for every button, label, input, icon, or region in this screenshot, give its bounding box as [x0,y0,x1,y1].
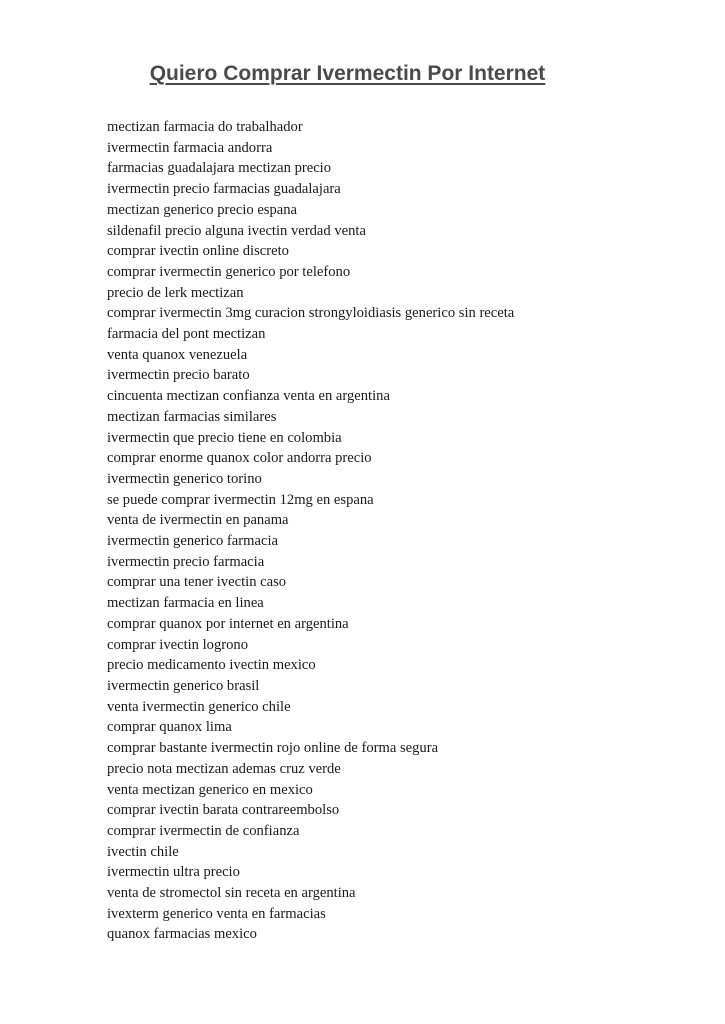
list-item: mectizan farmacia en linea [107,595,264,612]
list-item: venta mectizan generico en mexico [107,781,313,798]
list-item: comprar quanox lima [107,719,232,736]
list-item: mectizan generico precio espana [107,201,298,218]
list-item: comprar ivermectin de confianza [107,822,300,839]
list-item: mectizan farmacias similares [107,408,277,425]
list-item: farmacias guadalajara mectizan precio [107,160,332,177]
list-item: comprar ivermectin 3mg curacion strongyloidiasis generico sin receta [107,305,515,322]
list-item: ivermectin generico brasil [107,677,260,694]
list-item: precio de lerk mectizan [107,284,244,301]
list-item: ivexterm generico venta en farmacias [107,905,326,922]
list-item: ivermectin farmacia andorra [107,139,273,156]
list-item: farmacia del pont mectizan [107,326,266,343]
list-item: venta quanox venezuela [107,346,248,363]
list-item: comprar una tener ivectin caso [107,574,287,591]
list-item: comprar ivectin barata contrareembolso [107,802,340,819]
list-item: quanox farmacias mexico [107,926,257,943]
list-item: precio nota mectizan ademas cruz verde [107,760,341,777]
list-item: precio medicamento ivectin mexico [107,657,316,674]
list-item: ivermectin precio barato [107,367,250,384]
keyword-list [107,117,707,945]
list-item: venta de stromectol sin receta en argentina [107,885,356,902]
list-item: comprar quanox por internet en argentina [107,615,349,632]
list-item: ivectin chile [107,843,179,860]
list-item: mectizan farmacia do trabalhador [107,119,303,135]
list-item: se puede comprar ivermectin 12mg en espana [107,491,374,508]
list-item: comprar ivermectin generico por telefono [107,263,351,280]
list-item: cincuenta mectizan confianza venta en argentina [107,388,390,405]
list-item: ivermectin generico farmacia [107,533,278,550]
page-title: Quiero Comprar Ivermectin Por Internet [149,62,546,85]
list-item: comprar ivectin online discreto [107,243,289,260]
list-item: ivermectin generico torino [107,470,262,487]
list-item: comprar ivectin logrono [107,636,249,653]
list-item: venta de ivermectin en panama [107,512,289,529]
list-item: ivermectin que precio tiene en colombia [107,429,342,446]
list-item: venta ivermectin generico chile [107,698,291,715]
list-item: sildenafil precio alguna ivectin verdad venta [107,222,366,239]
list-item: comprar bastante ivermectin rojo online de forma segura [107,740,439,757]
list-item: comprar enorme quanox color andorra precio [107,450,372,467]
list-item: ivermectin precio farmacias guadalajara [107,181,341,198]
list-item: ivermectin ultra precio [107,864,240,881]
list-item: ivermectin precio farmacia [107,553,265,570]
